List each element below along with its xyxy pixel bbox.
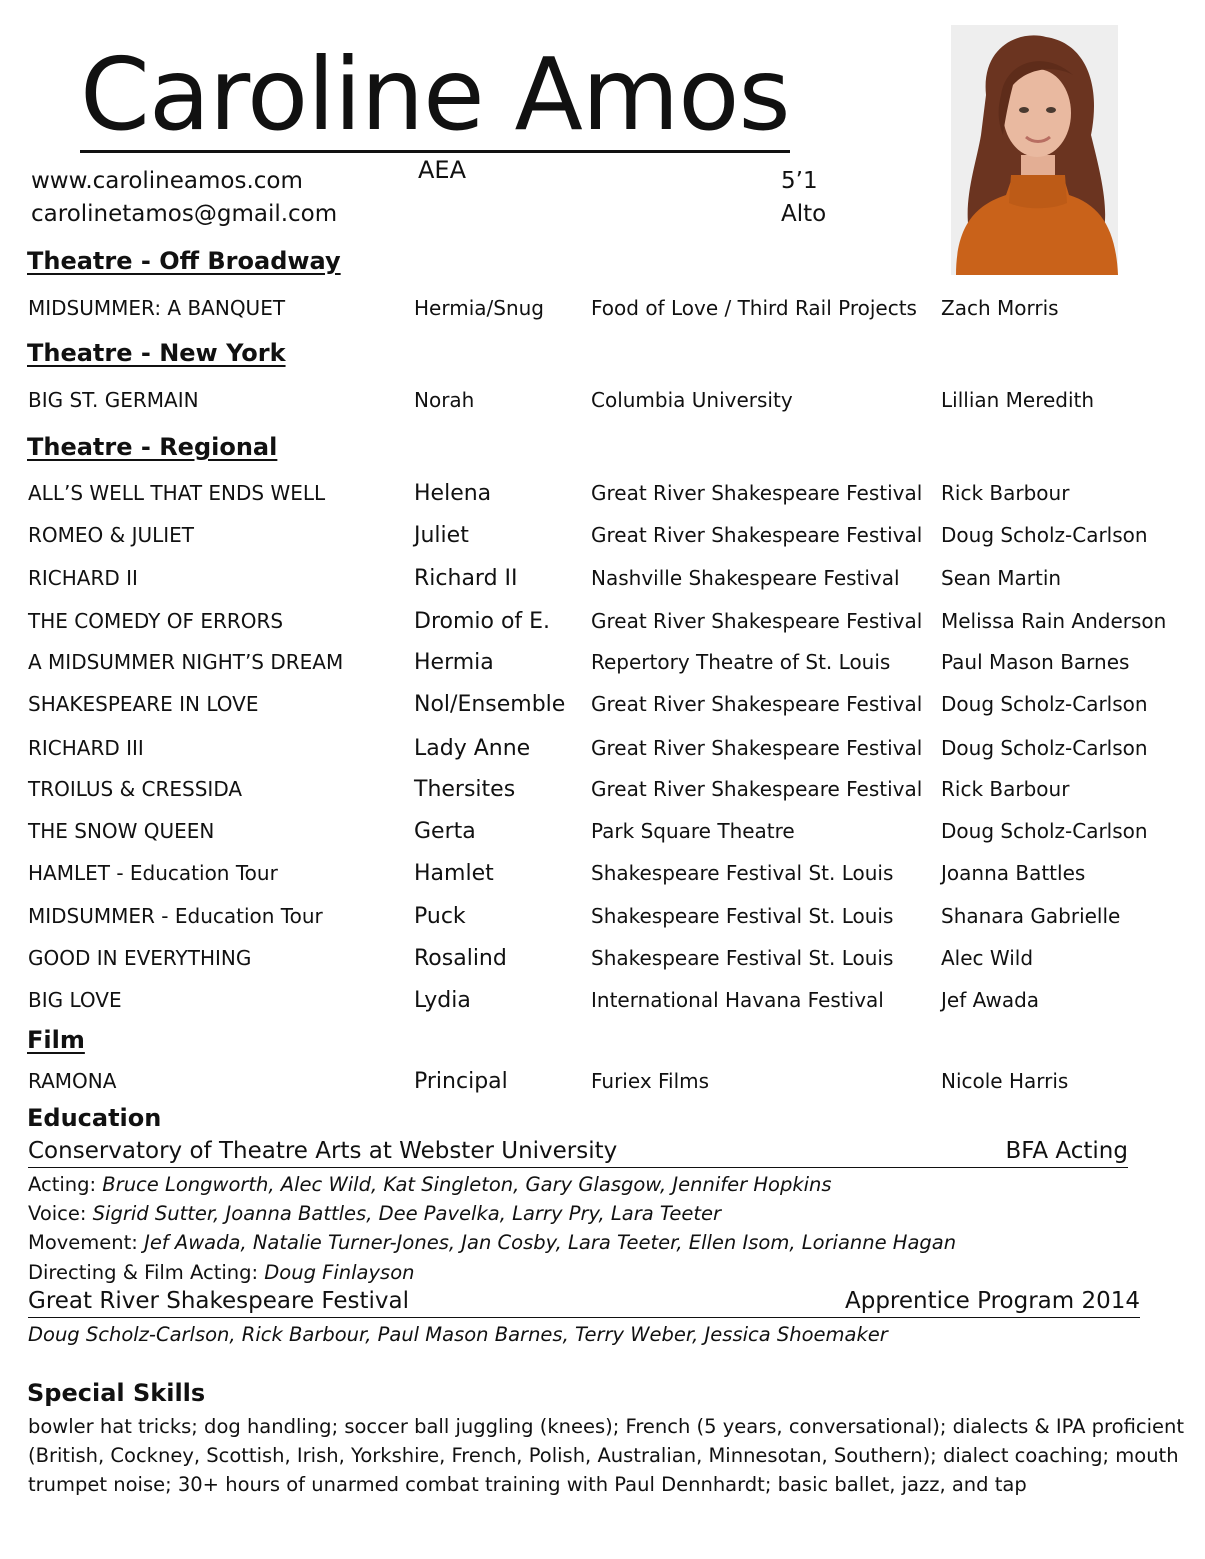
- credit-row: [0, 904, 1205, 938]
- union-affiliation: AEA: [418, 156, 466, 184]
- credit-row: [0, 609, 1205, 643]
- school-name: Conservatory of Theatre Arts at Webster University: [28, 1138, 618, 1164]
- school-name: Great River Shakespeare Festival: [28, 1288, 410, 1314]
- website-link[interactable]: www.carolineamos.com: [31, 168, 303, 194]
- credit-company: Park Square Theatre: [591, 819, 795, 843]
- credit-title: THE COMEDY OF ERRORS: [28, 609, 284, 633]
- teachers-movement: [28, 1231, 956, 1254]
- teachers-label: Directing & Film Acting:: [28, 1261, 259, 1284]
- teachers-label: Voice:: [28, 1202, 87, 1225]
- credit-role: Puck: [414, 904, 466, 929]
- program: Apprentice Program 2014: [844, 1288, 1140, 1314]
- credit-director: Lillian Meredith: [941, 388, 1095, 412]
- credit-company: Shakespeare Festival St. Louis: [591, 904, 894, 928]
- credit-role: Nol/Ensemble: [414, 692, 566, 717]
- credit-row: [0, 1069, 1205, 1103]
- credit-role: Dromio of E.: [414, 609, 551, 634]
- credit-row: [0, 650, 1205, 684]
- credit-company: Great River Shakespeare Festival: [591, 777, 923, 801]
- credit-director: Jef Awada: [941, 988, 1040, 1012]
- section-heading-education: Education: [27, 1104, 162, 1132]
- teachers-directing: [28, 1261, 415, 1284]
- teachers-list: Jef Awada, Natalie Turner-Jones, Jan Cosby, Lara Teeter, Ellen Isom, Lorianne Hagan: [144, 1231, 957, 1254]
- credit-title: BIG ST. GERMAIN: [28, 388, 199, 412]
- school-webster: [28, 1137, 1128, 1168]
- section-heading-new-york: Theatre - New York: [27, 339, 286, 367]
- credit-title: THE SNOW QUEEN: [28, 819, 215, 843]
- credit-company: Great River Shakespeare Festival: [591, 736, 923, 760]
- credit-row: [0, 946, 1205, 980]
- teachers-list: Bruce Longworth, Alec Wild, Kat Singleton, Gary Glasgow, Jennifer Hopkins: [102, 1173, 832, 1196]
- credit-row: [0, 481, 1205, 515]
- headshot-photo: [951, 25, 1118, 275]
- credit-director: Rick Barbour: [941, 777, 1070, 801]
- credit-role: Hermia: [414, 650, 494, 675]
- credit-row: [0, 861, 1205, 895]
- credit-title: BIG LOVE: [28, 988, 122, 1012]
- teachers-grsf: [28, 1323, 888, 1346]
- credit-company: Great River Shakespeare Festival: [591, 523, 923, 547]
- credit-title: MIDSUMMER: A BANQUET: [28, 296, 286, 320]
- teachers-acting: [28, 1173, 832, 1196]
- credit-role: Hermia/Snug: [414, 296, 544, 320]
- credit-company: International Havana Festival: [591, 988, 884, 1012]
- credit-title: RAMONA: [28, 1069, 117, 1093]
- credit-company: Great River Shakespeare Festival: [591, 609, 923, 633]
- credit-row: [0, 777, 1205, 811]
- voice-type: Alto: [781, 201, 827, 227]
- credit-company: Columbia University: [591, 388, 793, 412]
- credit-title: HAMLET - Education Tour: [28, 861, 278, 885]
- credit-director: Sean Martin: [941, 566, 1062, 590]
- email-link[interactable]: carolinetamos@gmail.com: [31, 201, 338, 227]
- credit-title: ROMEO & JULIET: [28, 523, 195, 547]
- teachers-list: Doug Scholz-Carlson, Rick Barbour, Paul Mason Barnes, Terry Weber, Jessica Shoemaker: [28, 1323, 888, 1346]
- section-heading-regional: Theatre - Regional: [27, 433, 278, 461]
- credit-role: Gerta: [414, 819, 476, 844]
- credit-row: [0, 566, 1205, 600]
- credit-row: [0, 988, 1205, 1022]
- credit-title: SHAKESPEARE IN LOVE: [28, 692, 259, 716]
- credit-row: [0, 523, 1205, 557]
- credit-role: Lydia: [414, 988, 471, 1013]
- credit-director: Zach Morris: [941, 296, 1059, 320]
- credit-company: Repertory Theatre of St. Louis: [591, 650, 891, 674]
- teachers-label: Movement:: [28, 1231, 138, 1254]
- credit-director: Shanara Gabrielle: [941, 904, 1121, 928]
- credit-title: RICHARD II: [28, 566, 138, 590]
- credit-title: MIDSUMMER - Education Tour: [28, 904, 323, 928]
- credit-director: Melissa Rain Anderson: [941, 609, 1167, 633]
- credit-title: GOOD IN EVERYTHING: [28, 946, 252, 970]
- credit-company: Food of Love / Third Rail Projects: [591, 296, 917, 320]
- credit-title: RICHARD III: [28, 736, 144, 760]
- credit-role: Rosalind: [414, 946, 507, 971]
- degree: BFA Acting: [1005, 1138, 1128, 1164]
- credit-director: Doug Scholz-Carlson: [941, 692, 1148, 716]
- teachers-label: Acting:: [28, 1173, 97, 1196]
- teachers-voice: [28, 1202, 721, 1225]
- credit-director: Doug Scholz-Carlson: [941, 819, 1148, 843]
- credit-role: Lady Anne: [414, 736, 531, 761]
- section-heading-film: Film: [27, 1026, 85, 1054]
- resume-name: Caroline Amos: [80, 36, 790, 153]
- credit-title: TROILUS & CRESSIDA: [28, 777, 243, 801]
- credit-director: Nicole Harris: [941, 1069, 1069, 1093]
- credit-company: Shakespeare Festival St. Louis: [591, 861, 894, 885]
- credit-role: Principal: [414, 1069, 508, 1094]
- credit-row: [0, 736, 1205, 770]
- height-value: 5’1: [781, 168, 818, 194]
- credit-company: Great River Shakespeare Festival: [591, 481, 923, 505]
- school-grsf: [28, 1287, 1140, 1318]
- credit-company: Great River Shakespeare Festival: [591, 692, 923, 716]
- credit-row: [0, 819, 1205, 853]
- credit-company: Furiex Films: [591, 1069, 710, 1093]
- credit-role: Juliet: [414, 523, 469, 548]
- section-heading-skills: Special Skills: [27, 1379, 206, 1407]
- credit-director: Doug Scholz-Carlson: [941, 523, 1148, 547]
- teachers-list: Sigrid Sutter, Joanna Battles, Dee Pavelka, Larry Pry, Lara Teeter: [92, 1202, 722, 1225]
- credit-row: [0, 388, 1205, 422]
- credit-role: Helena: [414, 481, 492, 506]
- teachers-list: Doug Finlayson: [264, 1261, 415, 1284]
- credit-director: Alec Wild: [941, 946, 1034, 970]
- credit-company: Nashville Shakespeare Festival: [591, 566, 900, 590]
- credit-row: [0, 296, 1205, 330]
- credit-director: Doug Scholz-Carlson: [941, 736, 1148, 760]
- credit-role: Norah: [414, 388, 475, 412]
- credit-director: Paul Mason Barnes: [941, 650, 1130, 674]
- credit-role: Richard II: [414, 566, 518, 591]
- credit-title: ALL’S WELL THAT ENDS WELL: [28, 481, 326, 505]
- credit-role: Hamlet: [414, 861, 494, 886]
- credit-role: Thersites: [414, 777, 516, 802]
- credit-director: Joanna Battles: [941, 861, 1086, 885]
- credit-row: [0, 692, 1205, 726]
- skills-text: bowler hat tricks; dog handling; soccer ball juggling (knees); French (5 years, conversational); dialects & IPA proficient (British, Cockney, Scottish, Irish, Yorkshire, French, Polish, Australian, Minnesotan, Southern); dialect coaching; mouth trumpet noise; 30+ hours of unarmed combat training with Paul Dennhardt; basic ballet, jazz, and tap: [28, 1415, 1185, 1496]
- credit-director: Rick Barbour: [941, 481, 1070, 505]
- section-heading-off-broadway: Theatre - Off Broadway: [27, 247, 341, 275]
- credit-company: Shakespeare Festival St. Louis: [591, 946, 894, 970]
- credit-title: A MIDSUMMER NIGHT’S DREAM: [28, 650, 344, 674]
